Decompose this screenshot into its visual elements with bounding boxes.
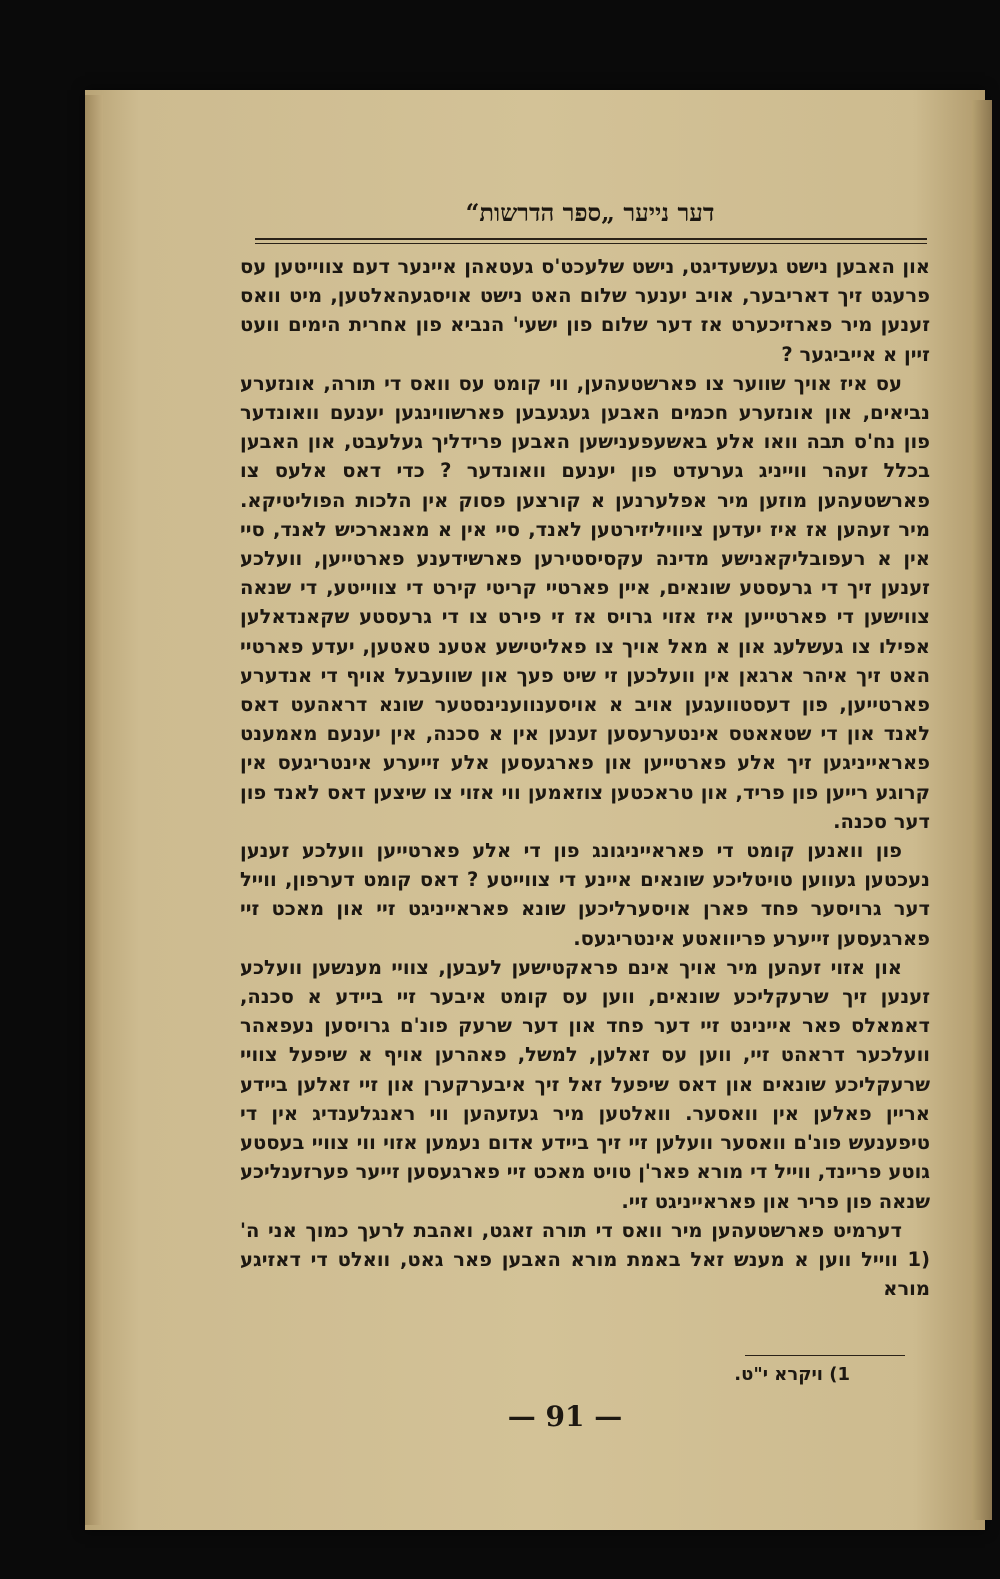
page-right-edge — [972, 100, 992, 1520]
header-rule-thin — [255, 243, 927, 244]
page-number: — 91 — — [507, 1400, 623, 1433]
paragraph: און האבען נישט געשעדיגט, נישט שלעכט'ס געטאהן איינער דעם צווייטען עס פרעגט זיך דאריבער, אויב יענער שלום האט נישט אויסגעהאלטען, מיט וואס זענען מיר פארזיכערט אז דער שלום פון ישעי' הנביא פון אחרית הימים וועט זיין א אייביגער ? — [240, 255, 930, 366]
main-text — [240, 252, 930, 1303]
paragraph: פון וואנען קומט די פאראייניגונג פון די אלע פארטייען וועלכע זענען נעכטען געווען טויטליכע שונאים איינע די צווייטע ? דאס קומט דערפון, ווייל דער גרויסער פחד פארן אויסערליכען שונא פאראייניגט זיי און מאכט זיי פארגעסען זייערע פריוואטע אינטריגעס. — [240, 839, 930, 950]
header-rule — [255, 238, 927, 240]
paragraph: און אזוי זעהען מיר אויך אינם פראקטישען לעבען, צוויי מענשען וועלכע זענען זיך שרעקליכע שונאים, ווען עס קומט איבער זיי ביידע א סכנה, דאמאלס פאר איינינט זיי דער פחד און דער שרעק פונ'ם גרויסען נעפאהר וועלכער דראהט זיי, ווען עס זאלען, למשל, פאהרען אויף א שיפעל צוויי שרעקליכע שונאים און דאס שיפעל זאל זיך איבערקערן און זיי זאלען ביידע אריין פאלען אין וואסער. וואלטען מיר געזעהען ווי ראנגלענדיג אין די טיפענעש פונ'ם וואסער וועלען זיי זיך ביידע אדום נעמען אזוי ווי צוויי בעסטע גוטע פריינד, ווייל די מורא פאר'ן טויט מאכט זיי פארגעסען זייער פערזענליכע שנאה פון פריר און פאראייניגט זיי. — [240, 955, 930, 1213]
footnote: 1) ויקרא י"ט. — [734, 1364, 850, 1385]
paragraph: דערמיט פארשטעהען מיר וואס די תורה זאגט, ואהבת לרעך כמוך אני ה' (1 ווייל ווען א מענש זאל באמת מורא האבען פאר גאט, וואלט די דאזיגע מורא — [240, 1218, 930, 1301]
paragraph: עס איז אויך שווער צו פארשטעהען, ווי קומט עס וואס די תורה, אונזערע נביאים, און אונזערע חכמים האבען געגעבען פארשווינגען יענעם וואונדער פון נח'ס תבה וואו אלע באשעפענישען האבען פרידליך געלעבט, און האבען בכלל זעהר ווייניג גערעדט פון יענעם וואונדער ? כדי דאס אלעס צו פארשטעהען מוזען מיר אפלערנען א קורצען פסוק אין הלכות הפוליטיקא. מיר זעהען אז איז יעדען ציוויליזירטען לאנד, סיי אין א מאנארכיש לאנד, סיי אין א רעפובליקאנישע מדינה עקסיסטירען פארשידענע פארטייען, וועלכע זענען זיך די גרעסטע שונאים, איין פארטיי קריטי קירט די צווייטע, די שנאה צווישען די פארטייען איז אזוי גרויס אז זי פירט צו די גרעסטע שקאנדאלען אפילו צו געשלעג און א מאל אויך צו פאליטישע אטענ טאטען, יעדע פארטיי האט זיך איהר ארגאן אין וועלכען זי שיט פעך און שוועבעל אויף די אנדערע פארטייען, פון דעסטוועגען אויב א אויסענווענינסטער שונא דראהעט דאס לאנד און די שטאאטס אינטערעסען זענען אין א סכנה, אין יענעם מאמענט פאראייניגען זיך אלע פארטייען און פארגעסען אלע זייערע אינטריגעס אין קרוגע רייען פון פריד, און טראכטען צוזאמען ווי אזוי צו שיצען דאס לאנד פון דער סכנה. — [240, 371, 930, 833]
running-header: דער נייער „ספר הדרשות“ — [465, 198, 715, 227]
page-binding-edge — [85, 95, 103, 1525]
footnote-rule — [745, 1355, 905, 1356]
